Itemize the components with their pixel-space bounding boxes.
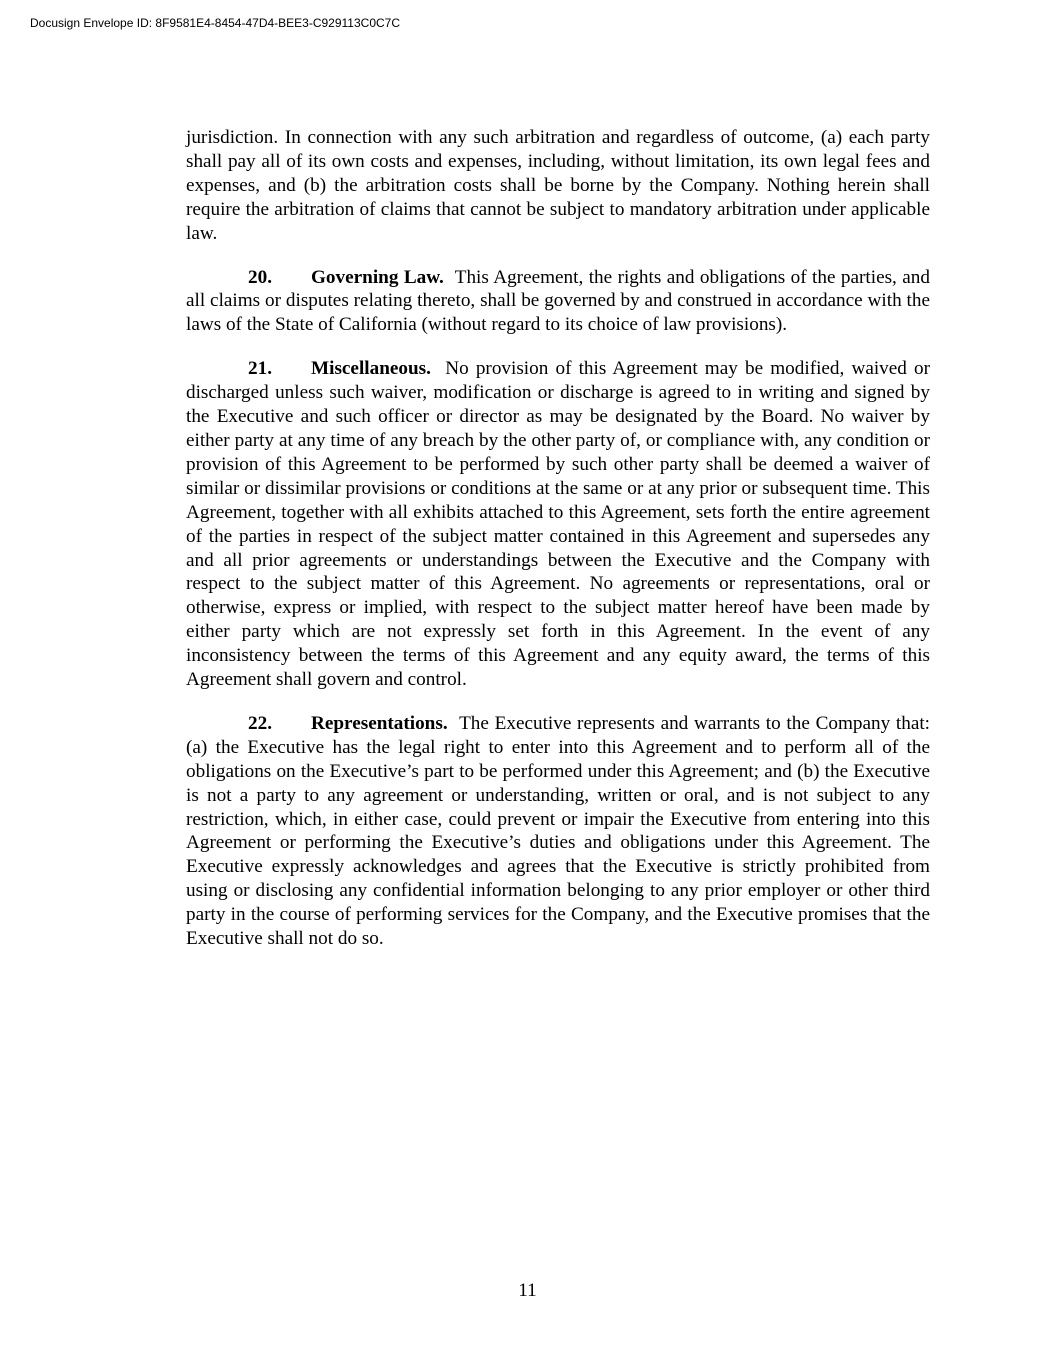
section-text: No provision of this Agreement may be modified, waived or discharged unless such waiver, modification or discharge is agreed to in writing and signed by the Executive and such officer or director as may be designated by the Board. No waiver by either party at any time of any breach by the other party of, or compliance with, any condition or provision of this Agreement to be performed by such other party shall be deemed a waiver of similar or dissimilar provisions or conditions at the same or at any prior or subsequent time. This Agreement, together with all exhibits attached to this Agreement, sets forth the entire agreement of the parties in respect of the subject matter contained in this Agreement and supersedes any and all prior agreements or understandings between the Executive and the Company with respect to the subject matter of this Agreement. No agreements or representations, oral or otherwise, express or implied, with respect to the subject matter hereof have been made by either party which are not expressly set forth in this Agreement. In the event of any inconsistency between the terms of this Agreement and any equity award, the terms of this Agreement shall govern and control. (186, 358, 931, 691)
section-number: 22. (248, 712, 272, 734)
section-title: Governing Law. (311, 266, 444, 288)
section-22-representations (186, 712, 930, 951)
section-20-governing-law (186, 266, 930, 338)
page-number: 11 (518, 1280, 537, 1301)
section-number: 20. (248, 266, 272, 288)
section-21-miscellaneous (186, 357, 930, 692)
section-title: Representations. (311, 712, 448, 734)
section-text: The Executive represents and warrants to the Company that: (a) the Executive has the legal right to enter into this Agreement and to perform all of the obligations on the Executive’s part to be performed under this Agreement; and (b) the Executive is not a party to any agreement or understanding, written or oral, and is not subject to any restriction, which, in either case, could prevent or impair the Executive from entering into this Agreement or performing the Executive’s duties and obligations under this Agreement. The Executive expressly acknowledges and agrees that the Executive is strictly prohibited from using or disclosing any confidential information belonging to any prior employer or other third party in the course of performing services for the Company, and the Executive promises that the Executive shall not do so. (186, 712, 931, 950)
envelope-id-header: Docusign Envelope ID: 8F9581E4-8454-47D4-BEE3-C929113C0C7C (30, 16, 400, 30)
document-body (186, 126, 930, 971)
section-text: This Agreement, the rights and obligations of the parties, and all claims or disputes relating thereto, shall be governed by and construed in accordance with the laws of the State of California (without regard to its choice of law provisions). (186, 266, 930, 336)
continuation-paragraph: jurisdiction. In connection with any such arbitration and regardless of outcome, (a) each party shall pay all of its own costs and expenses, including, without limitation, its own legal fees and expenses, and (b) the arbitration costs shall be borne by the Company. Nothing herein shall require the arbitration of claims that cannot be subject to mandatory arbitration under applicable law. (186, 127, 930, 244)
section-title: Miscellaneous. (311, 358, 431, 380)
section-number: 21. (248, 358, 272, 380)
